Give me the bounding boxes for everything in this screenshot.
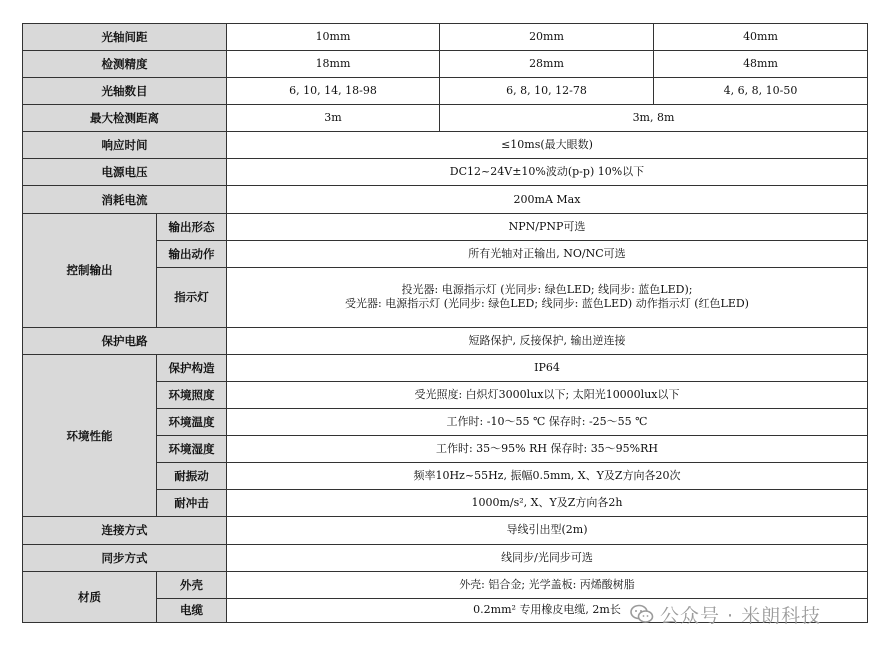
sub-label: 环境照度 [157, 382, 227, 409]
sub-label: 环境温度 [157, 409, 227, 436]
sub-label: 输出动作 [157, 240, 227, 267]
table-row [23, 213, 868, 240]
cell-value: 6, 10, 14, 18-98 [227, 78, 440, 105]
table-row [23, 571, 868, 598]
cell-value: IP64 [227, 354, 868, 381]
cell-value: 3m, 8m [440, 105, 868, 132]
table-row [23, 354, 868, 381]
row-label: 保护电路 [23, 327, 227, 354]
table-row [23, 517, 868, 544]
cell-value: 受光照度: 白炽灯3000lux以下; 太阳光10000lux以下 [227, 382, 868, 409]
cell-value: 导线引出型(2m) [227, 517, 868, 544]
table-row [23, 186, 868, 213]
cell-value: 40mm [654, 24, 868, 51]
spec-table [22, 23, 868, 623]
table-row [23, 159, 868, 186]
cell-value: 4, 6, 8, 10-50 [654, 78, 868, 105]
cell-value: DC12~24V±10%波动(p-p) 10%以下 [227, 159, 868, 186]
cell-value: 所有光轴对正输出, NO/NC可选 [227, 240, 868, 267]
sub-label: 指示灯 [157, 267, 227, 327]
cell-value: NPN/PNP可选 [227, 213, 868, 240]
sub-label: 电缆 [157, 598, 227, 622]
table-row [23, 78, 868, 105]
cell-value: 0.2mm² 专用橡皮电缆, 2m长 [227, 598, 868, 622]
watermark-text: 公众号 · 米朗科技 [660, 604, 822, 627]
table-row [23, 51, 868, 78]
cell-value: 200mA Max [227, 186, 868, 213]
table-row [23, 105, 868, 132]
group-label: 材质 [23, 571, 157, 622]
cell-value: 短路保护, 反接保护, 输出逆连接 [227, 327, 868, 354]
cell-value: 线同步/光同步可选 [227, 544, 868, 571]
cell-value: 3m [227, 105, 440, 132]
cell-value: 频率10Hz~55Hz, 振幅0.5mm, X、Y及Z方向各20次 [227, 463, 868, 490]
row-label: 响应时间 [23, 132, 227, 159]
row-label: 检测精度 [23, 51, 227, 78]
row-label: 光轴间距 [23, 24, 227, 51]
sub-label: 耐振动 [157, 463, 227, 490]
sub-label: 外壳 [157, 571, 227, 598]
cell-value: 工作时: -10～55 ℃ 保存时: -25～55 ℃ [227, 409, 868, 436]
sub-label: 环境湿度 [157, 436, 227, 463]
cell-value [227, 267, 868, 327]
cell-value: 外壳: 铝合金; 光学盖板: 丙烯酸树脂 [227, 571, 868, 598]
row-label: 光轴数目 [23, 78, 227, 105]
cell-value: ≤10ms(最大眼数) [227, 132, 868, 159]
sub-label: 输出形态 [157, 213, 227, 240]
cell-value: 18mm [227, 51, 440, 78]
row-label: 最大检测距离 [23, 105, 227, 132]
cell-value: 1000m/s², X、Y及Z方向各2h [227, 490, 868, 517]
cell-value: 20mm [440, 24, 654, 51]
sub-label: 耐冲击 [157, 490, 227, 517]
indicator-line-1: 投光器: 电源指示灯 (光同步: 绿色LED; 线同步: 蓝色LED); [401, 283, 693, 297]
cell-value: 48mm [654, 51, 868, 78]
cell-value: 28mm [440, 51, 654, 78]
wechat-icon [630, 604, 654, 624]
table-row [23, 24, 868, 51]
cell-value: 工作时: 35～95% RH 保存时: 35～95%RH [227, 436, 868, 463]
group-label: 环境性能 [23, 354, 157, 516]
group-label: 控制输出 [23, 213, 157, 327]
table-row [23, 544, 868, 571]
table-row [23, 327, 868, 354]
row-label: 连接方式 [23, 517, 227, 544]
row-label: 电源电压 [23, 159, 227, 186]
table-row [23, 132, 868, 159]
cell-value: 10mm [227, 24, 440, 51]
indicator-line-2: 受光器: 电源指示灯 (光同步: 绿色LED; 线同步: 蓝色LED) 动作指示灯 (红色LED) [345, 297, 749, 311]
sub-label: 保护构造 [157, 354, 227, 381]
row-label: 消耗电流 [23, 186, 227, 213]
watermark [630, 601, 821, 627]
cell-value: 6, 8, 10, 12-78 [440, 78, 654, 105]
row-label: 同步方式 [23, 544, 227, 571]
